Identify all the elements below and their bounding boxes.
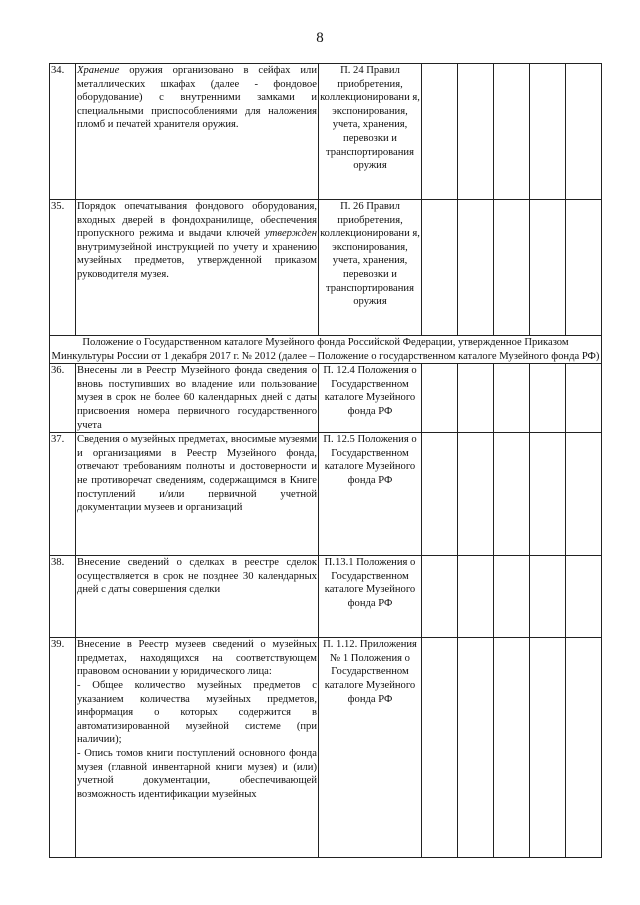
answer-cell (494, 433, 530, 556)
row-number: 37. (50, 433, 76, 556)
answer-cell (566, 433, 602, 556)
answer-cell (458, 364, 494, 433)
table-row (50, 433, 602, 556)
answer-cell (566, 364, 602, 433)
answer-cell (422, 364, 458, 433)
requirement-text (76, 200, 319, 336)
legal-reference: П. 1.12. Приложения № 1 Положения о Государственном каталоге Музейного фонда РФ (319, 638, 422, 858)
requirement-body: оружия организовано в сейфах или металлических шкафах (далее - фондовое оборудование) с внутренними замками и специальными приспособлениями для наложения пломб и печатей хранителя оружия. (77, 65, 317, 131)
table-row (50, 200, 602, 336)
answer-cell (494, 556, 530, 638)
answer-cell (422, 64, 458, 200)
legal-reference: П. 12.4 Положения о Государственном каталоге Музейного фонда РФ (319, 364, 422, 433)
answer-cell (458, 200, 494, 336)
requirement-item: - Опись томов книги поступлений основного фонда музея (главной инвентарной книги музея) и (или) учетной документации, обеспечивающей возможность идентификации музейных (77, 747, 317, 800)
requirement-text: Сведения о музейных предметах, вносимые музеями и организациями в Реестр Музейного фонда, отвечают требованиям полноты и достоверности и не противоречат сведениям, содержащимся в Книге поступлений и/или первичной учетной документации музеев и организаций (76, 433, 319, 556)
answer-cell (566, 200, 602, 336)
answer-cell (530, 200, 566, 336)
answer-cell (566, 64, 602, 200)
answer-cell (494, 64, 530, 200)
row-number: 39. (50, 638, 76, 858)
answer-cell (422, 556, 458, 638)
requirement-emphasis: Хранение (77, 65, 120, 76)
legal-reference: П.13.1 Положения о Государственном каталоге Музейного фонда РФ (319, 556, 422, 638)
answer-cell (530, 638, 566, 858)
legal-reference: П. 24 Правил приобретения, коллекционировани я, экспонирования, учета, хранения, перевозки и транспортирования оружия (319, 64, 422, 200)
requirement-body-cont: внутримузейной инструкцией по учету и хранению музейных предметов, утвержденной приказом руководителя музея. (77, 241, 317, 280)
answer-cell (530, 64, 566, 200)
row-number: 35. (50, 200, 76, 336)
requirement-body: Порядок опечатывания фондового оборудования, входных дверей в фондохранилище, обеспечения пропускного режима и выдачи ключей (77, 201, 317, 240)
row-number: 36. (50, 364, 76, 433)
legal-reference: П. 12.5 Положения о Государственном каталоге Музейного фонда РФ (319, 433, 422, 556)
section-header-row (50, 336, 602, 364)
answer-cell (530, 556, 566, 638)
answer-cell (458, 556, 494, 638)
answer-cell (422, 200, 458, 336)
row-number: 34. (50, 64, 76, 200)
requirement-text (76, 64, 319, 200)
answer-cell (566, 556, 602, 638)
section-header: Положение о Государственном каталоге Музейного фонда Российской Федерации, утвержденное Приказом Минкультуры России от 1 декабря 2017 г. № 2012 (далее – Положение о государственном каталоге Музейного фонда РФ) (50, 336, 602, 364)
table-row (50, 556, 602, 638)
requirement-text: Внесены ли в Реестр Музейного фонда сведения о вновь поступивших во владение или пользование музея в срок не более 60 календарных дней с даты присвоения номера первичного государственного учета (76, 364, 319, 433)
answer-cell (494, 364, 530, 433)
answer-cell (566, 638, 602, 858)
answer-cell (494, 200, 530, 336)
answer-cell (458, 64, 494, 200)
requirement-intro: Внесение в Реестр музеев сведений о музейных предметах, находящихся на соответствующем правовом основании у юридического лица: (77, 639, 317, 678)
answer-cell (422, 433, 458, 556)
answer-cell (530, 364, 566, 433)
table-row (50, 638, 602, 858)
requirement-text: Внесение сведений о сделках в реестре сделок осуществляется в срок не позднее 30 календарных дней с даты совершения сделки (76, 556, 319, 638)
requirement-text (76, 638, 319, 858)
answer-cell (422, 638, 458, 858)
requirement-emphasis: утвержден (265, 228, 317, 240)
answer-cell (530, 433, 566, 556)
answer-cell (494, 638, 530, 858)
requirements-table (49, 63, 602, 858)
requirement-item: - Общее количество музейных предметов с указанием количества музейных предметов, информация о которых содержится в автоматизированной музейной системе (при наличии); (77, 679, 317, 746)
table-row (50, 64, 602, 200)
page-number: 8 (316, 30, 324, 46)
table-row (50, 364, 602, 433)
legal-reference: П. 26 Правил приобретения, коллекционировани я, экспонирования, учета, хранения, перевозки и транспортирования оружия (319, 200, 422, 336)
answer-cell (458, 433, 494, 556)
answer-cell (458, 638, 494, 858)
row-number: 38. (50, 556, 76, 638)
